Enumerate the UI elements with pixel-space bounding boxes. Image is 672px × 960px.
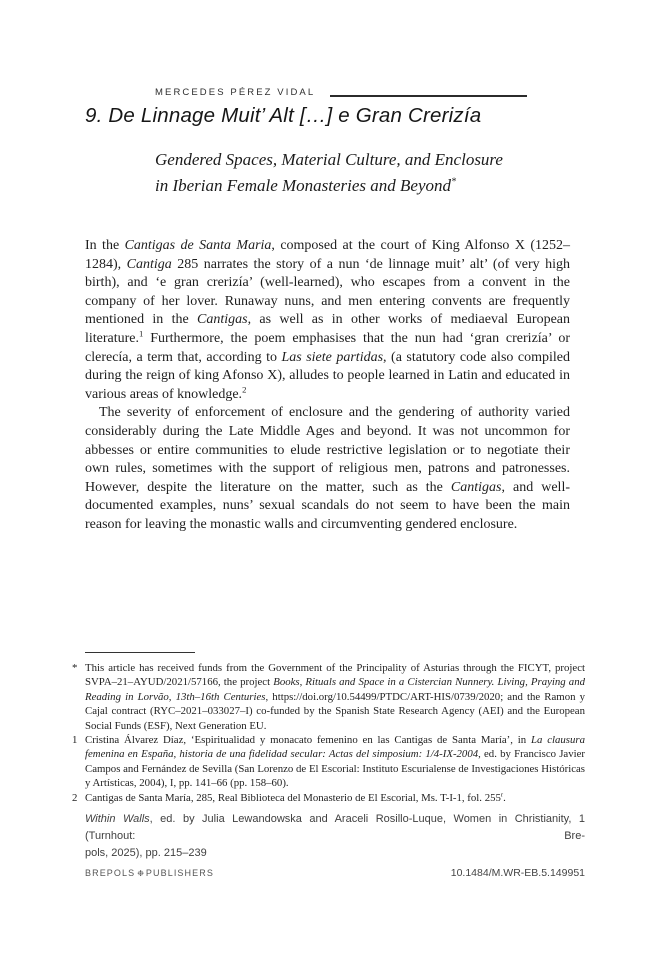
- footnote-1: [72, 733, 585, 791]
- brepols-printer-mark-icon: ❉: [137, 869, 144, 878]
- footnotes-block: [72, 661, 585, 805]
- footnote-marker: *: [72, 662, 78, 674]
- subtitle-line-2: [155, 173, 555, 199]
- paragraph-1: In the Cantigas de Santa Maria, composed at the court of King Alfonso X (1252–1284), Cantiga 285 narrates the story of a nun ‘de linnage muit’ alt’ (of very high birth), and ‘e gran crerizía’ (well-learned), who escapes from a convent in the company of her lover. Runaway nuns, and men entering convents are frequently mentioned in the Cantigas, as well as in other works of mediaeval European literature.$^1$ Furthermore, the poem emphasises that the nun had ‘gran crerizía’ or clerecía, a term that, according to Las siete partidas, (a statutory code also compiled during the reign of king Afonso X), alludes to people learned in Latin and educated in various areas of knowledge.$^2$: [85, 238, 570, 402]
- footnote-star: [72, 661, 585, 733]
- footnote-text: Cristina Álvarez Díaz, ‘Espiritualidad y monacato femenino en las Cantigas de Santa María’, in La clausura femenina en España, historia de una fidelidad secular: Actas del simposium: 1/4-IX-2004, ed. by Francisco Javier Campos and Fernández de Sevilla (San Lorenzo de El Escorial: Instituto Escurialense de Investigaciones Históricas y Artísticas, 2004), I, pp. 141–66 (pp. 158–60).: [85, 734, 586, 790]
- publisher-name-right: PUBLISHERS: [145, 868, 214, 878]
- subtitle-line-2-text: in Iberian Female Monasteries and Beyond: [155, 176, 452, 195]
- chapter-subtitle: [155, 147, 555, 199]
- footnote-marker: 1: [72, 734, 78, 747]
- publisher-row: [85, 865, 585, 882]
- footnote-text: This article has received funds from the Government of the Principality of Asturias through the FICYT, project SVPA–21–AYUD/2021/57166, the project Books, Rituals and Space in a Cistercian Nunnery. Living, Praying and Reading in Lorvão, 13th–16th Centuries, https://doi.org/10.54499/PTDC/ART-HIS/0739/2020; and the Ramon y Cajal contract (RYC–2021–033027–I) co-funded by the Spanish State Research Agency (AEI) and the European Social Funds (ESF), Next Generation EU.: [85, 662, 585, 732]
- footnote-text: Cantigas de Santa María, 285, Real Biblioteca del Monasterio de El Escorial, Ms. T-I-1, fol. 255$^r$.: [85, 791, 506, 804]
- citation-line-2: pols, 2025), pp. 215–239: [85, 847, 207, 859]
- publisher-logo: [85, 865, 214, 882]
- running-author-name: MERCEDES PÉREZ VIDAL: [155, 87, 316, 98]
- subtitle-footnote-marker: *: [451, 176, 457, 188]
- chapter-title: 9. De Linnage Muit’ Alt […] e Gran Crerizía: [85, 104, 482, 127]
- subtitle-line-1: Gendered Spaces, Material Culture, and Enclosure: [155, 150, 503, 169]
- footnote-marker: 2: [72, 791, 78, 804]
- doi-text: 10.1484/M.WR-EB.5.149951: [450, 867, 585, 879]
- publisher-name-left: BREPOLS: [85, 868, 136, 878]
- paragraph-2: The severity of enforcement of enclosure and the gendering of authority varied considerably during the Late Middle Ages and beyond. It was not uncommon for abbesses or entire communities to elude restrictive legislation or to negotiate their own rules, sometimes with the support of religious men, patrons and patronesses. However, despite the literature on the matter, such as the Cantigas, and well-documented examples, nuns’ sexual scandals do not seem to have been the main reason for leaving the monastic walls and circumventing gendered enclosure.: [85, 405, 570, 532]
- citation-block: [85, 811, 585, 882]
- citation-line-1: Within Walls, ed. by Julia Lewandowska and Araceli Rosillo-Luque, Women in Christianity, 1 (Turnhout: Bre-: [85, 813, 585, 842]
- footnote-2: [72, 791, 585, 805]
- header-rule: [330, 95, 527, 97]
- footnote-separator-rule: [85, 652, 195, 653]
- main-text: [85, 237, 570, 535]
